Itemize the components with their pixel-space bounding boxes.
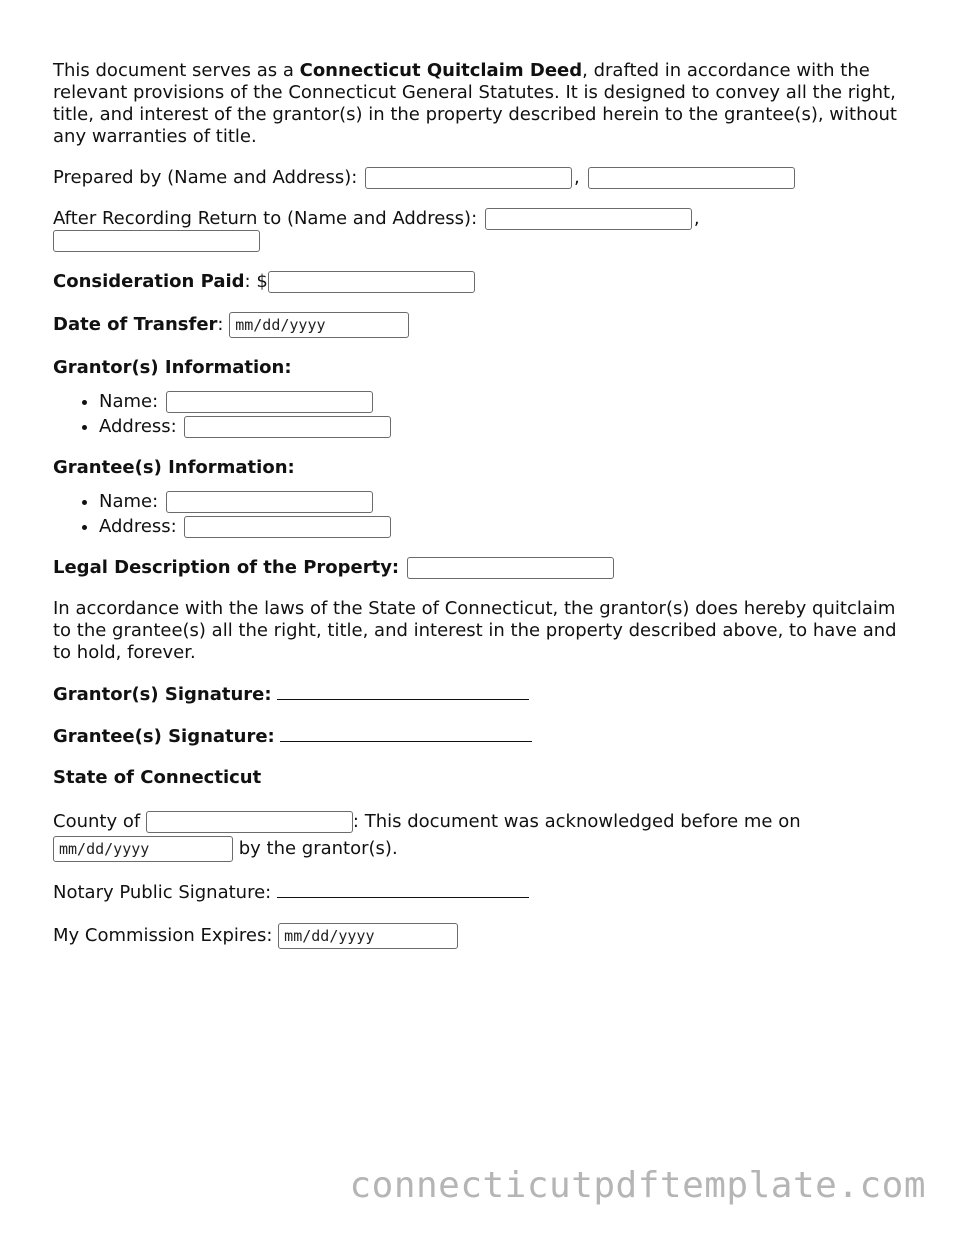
legal-description-field[interactable] [407,557,614,579]
intro-text-end: , drafted in accordance with the relevant provisions of the Connecticut General Statutes. It is designed to convey all the right, title, and interest of the grantor(s) in the property described herein to the grantee(s), without any warranties of title. [53,60,897,147]
site-watermark: connecticutpdftemplate.com [349,1165,926,1206]
consideration-label: Consideration Paid [53,271,245,292]
date-transfer-field[interactable]: mm/dd/yyyy [229,312,409,338]
grantor-heading-text: Grantor(s) Information: [53,357,292,378]
acknowledgment-end-text: by the grantor(s). [238,838,398,859]
grantee-heading-text: Grantee(s) Information: [53,457,295,478]
grantor-list [53,391,913,438]
return-to-separator: , [693,208,700,229]
prepared-by-separator: , [574,167,580,188]
consideration-row [53,271,913,293]
grantor-heading [53,357,913,379]
acknowledgment-text: : This document was acknowledged before me on [352,811,801,832]
grantor-name-field[interactable] [166,391,373,413]
grantor-signature-row [53,683,913,706]
consideration-field[interactable] [268,271,475,293]
grantor-signature-label: Grantor(s) Signature: [53,684,272,705]
legal-description-row [53,557,913,579]
return-to-address-field[interactable] [53,230,260,252]
notary-signature-label: Notary Public Signature: [53,882,272,903]
legal-description-label: Legal Description of the Property: [53,557,400,578]
return-to-label: After Recording Return to (Name and Address): [53,208,478,229]
grantee-address-field[interactable] [184,516,391,538]
grantee-signature-label: Grantee(s) Signature: [53,726,275,747]
grantee-heading [53,457,913,479]
date-transfer-colon: : [217,314,224,335]
grantee-list [53,491,913,538]
acknowledgment-row [53,808,913,862]
grantee-signature-row [53,725,913,748]
prepared-by-label: Prepared by (Name and Address): [53,167,358,188]
notary-signature-line[interactable] [277,881,529,898]
intro-paragraph [53,60,913,148]
date-transfer-row [53,312,913,338]
deed-form [53,60,913,968]
grantee-signature-line[interactable] [280,725,532,742]
consideration-dollar: : $ [244,271,268,292]
grantor-signature-line[interactable] [277,683,529,700]
grantee-address-item [99,516,913,538]
grantor-address-item [99,416,913,438]
grantee-name-field[interactable] [166,491,373,513]
grantee-name-label: Name: [99,491,159,512]
commission-label: My Commission Expires: [53,925,273,946]
county-field[interactable] [146,811,353,833]
prepared-by-name-field[interactable] [365,167,572,189]
county-label: County of [53,811,141,832]
conveyance-paragraph: In accordance with the laws of the State of Connecticut, the grantor(s) does hereby quitclaim to the grantee(s) all the right, title, and interest in the property described above, to have and to hold, forever. [53,598,897,663]
grantor-address-label: Address: [99,416,177,437]
intro-text-start: This document serves as a [53,60,300,81]
grantor-name-label: Name: [99,391,159,412]
grantor-name-item [99,391,913,413]
grantee-address-label: Address: [99,516,177,537]
intro-deed-title: Connecticut Quitclaim Deed [299,60,583,81]
return-to-row [53,208,913,252]
return-to-name-field[interactable] [485,208,692,230]
commission-row [53,923,913,949]
commission-date-field[interactable]: mm/dd/yyyy [278,923,458,949]
notary-signature-row [53,881,913,904]
prepared-by-row [53,167,913,189]
acknowledgment-date-field[interactable]: mm/dd/yyyy [53,836,233,862]
prepared-by-address-field[interactable] [588,167,795,189]
grantee-name-item [99,491,913,513]
grantor-address-field[interactable] [184,416,391,438]
date-transfer-label: Date of Transfer [53,314,218,335]
state-heading [53,767,913,789]
state-heading-text: State of Connecticut [53,767,262,788]
